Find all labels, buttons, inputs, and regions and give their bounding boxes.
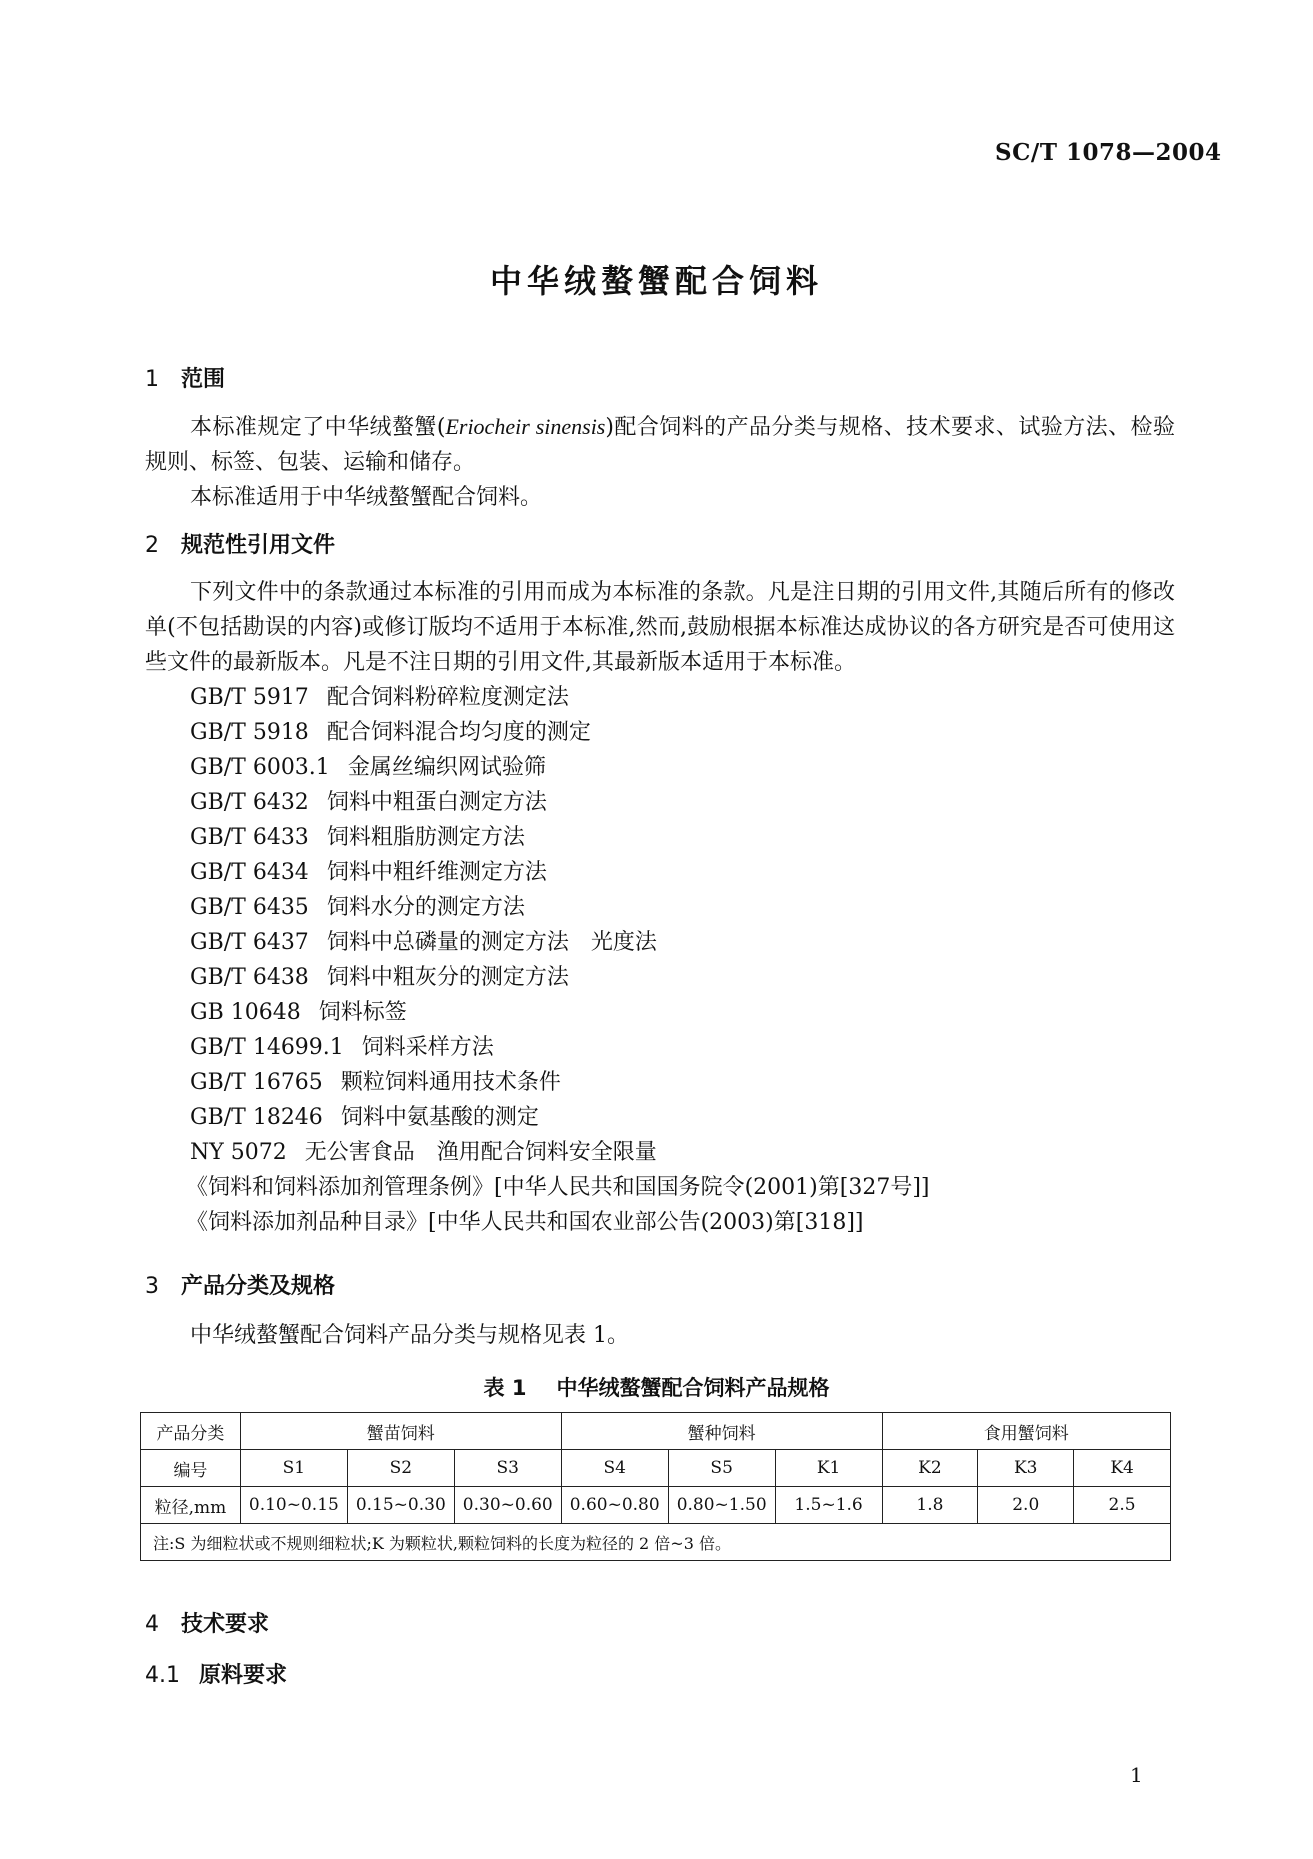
section-title: 技术要求 <box>181 1612 270 1637</box>
table-cell: 0.10~0.15 <box>240 1487 347 1524</box>
table-cell: K2 <box>882 1450 978 1487</box>
table-cell: S5 <box>668 1450 775 1487</box>
section-3-intro: 中华绒螯蟹配合饲料产品分类与规格见表 1。 <box>190 1323 629 1348</box>
table-1-caption <box>0 1372 1313 1402</box>
table-cell: 1.5~1.6 <box>775 1487 882 1524</box>
table-cell: S4 <box>561 1450 668 1487</box>
group-cell: 蟹苗饲料 <box>240 1413 561 1450</box>
subsection-title: 原料要求 <box>199 1663 288 1688</box>
reference-item: GB/T 6437 饲料中总磷量的测定方法 光度法 <box>190 930 657 955</box>
table-cell: S3 <box>454 1450 561 1487</box>
table-label: 表 1 <box>483 1376 527 1400</box>
reference-list <box>186 680 930 1240</box>
table-title: 中华绒螯蟹配合饲料产品规格 <box>556 1376 830 1400</box>
standard-code: SC/T 1078—2004 <box>995 139 1222 166</box>
table-cell: S2 <box>347 1450 454 1487</box>
section-1-heading <box>145 362 225 393</box>
table-cell: 0.15~0.30 <box>347 1487 454 1524</box>
section-title: 范围 <box>181 367 226 392</box>
reference-item: GB/T 6438 饲料中粗灰分的测定方法 <box>190 965 569 990</box>
document-title: 中华绒螯蟹配合饲料 <box>489 262 823 300</box>
subsection-number: 4.1 <box>145 1663 180 1688</box>
reference-item: GB/T 6003.1 金属丝编织网试验筛 <box>190 755 546 780</box>
scope-paragraph: 本标准规定了中华绒螯蟹(Eriocheir sinensis)配合饲料的产品分类与规格、技术要求、试验方法、检验规则、标签、包装、运输和储存。 <box>145 414 1175 475</box>
table-cell: S1 <box>240 1450 347 1487</box>
table-cell: 2.0 <box>978 1487 1074 1524</box>
reference-item: GB/T 18246 饲料中氨基酸的测定 <box>190 1105 539 1130</box>
section-title: 规范性引用文件 <box>181 533 336 558</box>
table-cell: K4 <box>1074 1450 1171 1487</box>
table-row-note <box>141 1524 1171 1561</box>
reference-item: GB/T 6435 饲料水分的测定方法 <box>190 895 525 920</box>
section-1-body <box>145 409 1175 515</box>
reference-item: GB/T 5917 配合饲料粉碎粒度测定法 <box>190 685 569 710</box>
row-header: 粒径,mm <box>141 1487 241 1524</box>
applicability-paragraph: 本标准适用于中华绒螯蟹配合饲料。 <box>190 485 543 510</box>
page-number: 1 <box>1130 1763 1143 1787</box>
section-number: 2 <box>145 533 159 558</box>
reference-item: NY 5072 无公害食品 渔用配合饲料安全限量 <box>190 1140 657 1165</box>
group-cell: 食用蟹饲料 <box>882 1413 1170 1450</box>
table-row-code <box>141 1450 1171 1487</box>
table-cell: 1.8 <box>882 1487 978 1524</box>
section-number: 1 <box>145 367 159 392</box>
product-spec-table <box>140 1412 1171 1561</box>
group-cell: 蟹种饲料 <box>561 1413 882 1450</box>
reference-item: GB/T 14699.1 饲料采样方法 <box>190 1035 494 1060</box>
section-3-heading <box>145 1269 335 1300</box>
reference-item: GB/T 16765 颗粒饲料通用技术条件 <box>190 1070 561 1095</box>
table-cell: K3 <box>978 1450 1074 1487</box>
table-row-size <box>141 1487 1171 1524</box>
table-note: 注:S 为细粒状或不规则细粒状;K 为颗粒状,颗粒饲料的长度为粒径的 2 倍~3 倍。 <box>141 1524 1171 1561</box>
reference-item: GB/T 6434 饲料中粗纤维测定方法 <box>190 860 547 885</box>
section-number: 4 <box>145 1612 159 1637</box>
table-cell: 2.5 <box>1074 1487 1171 1524</box>
reference-item: GB/T 6433 饲料粗脂肪测定方法 <box>190 825 525 850</box>
row-header: 编号 <box>141 1450 241 1487</box>
section-title: 产品分类及规格 <box>181 1274 336 1299</box>
section-4-heading <box>145 1607 269 1638</box>
section-2-body <box>145 575 1175 680</box>
reference-item: GB/T 6432 饲料中粗蛋白测定方法 <box>190 790 547 815</box>
table-cell: K1 <box>775 1450 882 1487</box>
latin-species-name: Eriocheir sinensis <box>445 414 606 439</box>
table-cell: 0.80~1.50 <box>668 1487 775 1524</box>
section-2-heading <box>145 528 335 559</box>
subsection-4-1-heading <box>145 1658 287 1689</box>
reference-item: GB 10648 饲料标签 <box>190 1000 407 1025</box>
references-intro: 下列文件中的条款通过本标准的引用而成为本标准的条款。凡是注日期的引用文件,其随后所有的修改单(不包括勘误的内容)或修订版均不适用于本标准,然而,鼓励根据本标准达成协议的各方研究是否可使用这些文件的最新版本。凡是不注日期的引用文件,其最新版本适用于本标准。 <box>145 580 1175 675</box>
reference-item: GB/T 5918 配合饲料混合均匀度的测定 <box>190 720 591 745</box>
regulation-item: 《饲料添加剂品种目录》[中华人民共和国农业部公告(2003)第[318]] <box>186 1210 864 1235</box>
section-number: 3 <box>145 1274 159 1299</box>
row-header: 产品分类 <box>141 1413 241 1450</box>
table-row-category <box>141 1413 1171 1450</box>
table-cell: 0.30~0.60 <box>454 1487 561 1524</box>
regulation-item: 《饲料和饲料添加剂管理条例》[中华人民共和国国务院令(2001)第[327号]] <box>186 1175 930 1200</box>
table-cell: 0.60~0.80 <box>561 1487 668 1524</box>
